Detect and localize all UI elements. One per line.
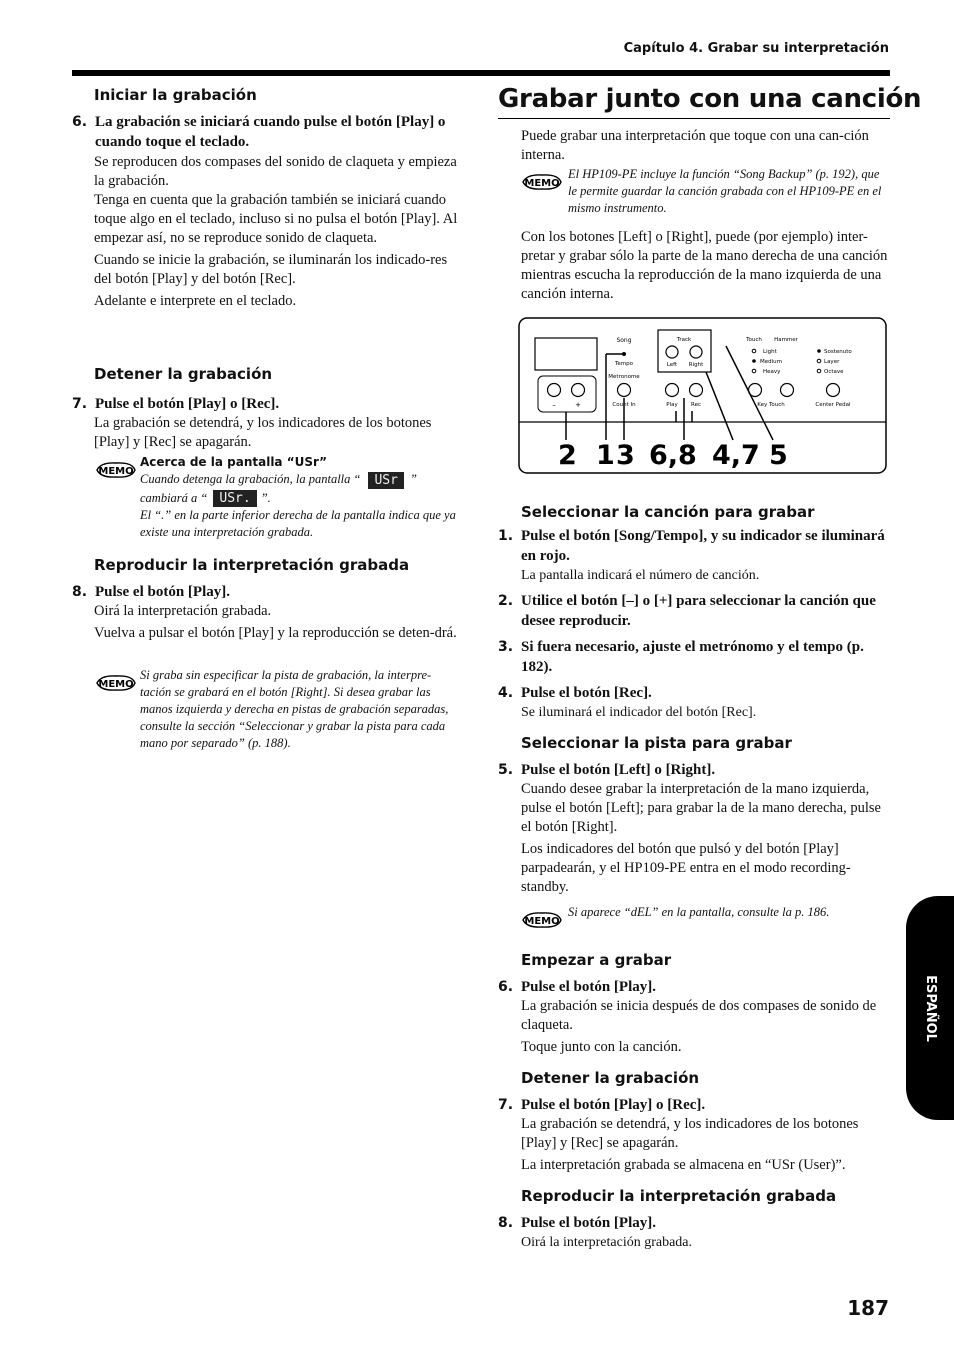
svg-text:Heavy: Heavy xyxy=(763,369,781,375)
memo-title: Acerca de la pantalla “USr” xyxy=(140,455,328,469)
step-text: La grabación se iniciará cuando pulse el botón [Play] o cuando toque el teclado. xyxy=(95,114,446,150)
memo-backup: El HP109-PE incluye la función “Song Backup” (p. 192), que le permite guardar la canción grabada con el HP109-PE en el mismo instrumento. xyxy=(568,167,882,215)
paragraph: Oirá la interpretación grabada. xyxy=(521,1235,693,1250)
memo-text: ” xyxy=(409,472,417,486)
paragraph: Puede grabar una interpretación que toque con una can-ción interna. xyxy=(521,128,869,163)
left-section-stop xyxy=(72,365,464,452)
left-section-play xyxy=(72,556,464,643)
step-text: Pulse el botón [Play]. xyxy=(95,584,230,600)
svg-text:MEMO: MEMO xyxy=(524,178,560,189)
section-heading: Seleccionar la canción para grabar xyxy=(521,503,815,521)
svg-text:2: 2 xyxy=(558,440,577,471)
svg-text:MEMO: MEMO xyxy=(98,466,134,477)
step-number: 7. xyxy=(72,396,88,412)
step-5 xyxy=(498,760,890,780)
svg-text:4,7: 4,7 xyxy=(712,440,760,471)
svg-text:Light: Light xyxy=(763,349,777,355)
step-text: Pulse el botón [Song/Tempo], y su indicador se iluminará en rojo. xyxy=(521,528,885,564)
paragraph: Oirá la interpretación grabada. xyxy=(94,603,272,619)
paragraph: La grabación se inicia después de dos compases de sonido de claqueta. xyxy=(521,998,877,1033)
step-8 xyxy=(72,582,464,602)
step-text: Pulse el botón [Rec]. xyxy=(521,685,652,701)
svg-text:Layer: Layer xyxy=(824,359,840,365)
svg-text:–: – xyxy=(552,401,556,409)
step-text: Pulse el botón [Left] o [Right]. xyxy=(521,762,716,778)
step-number: 7. xyxy=(498,1097,514,1113)
step-text: Pulse el botón [Play]. xyxy=(521,979,656,995)
step-1 xyxy=(498,526,890,566)
paragraph: Vuelva a pulsar el botón [Play] y la reproducción se deten-drá. xyxy=(94,625,457,641)
paragraph: La grabación se detendrá, y los indicadores de los botones [Play] y [Rec] se apagarán. xyxy=(94,415,432,450)
svg-text:Sostenuto: Sostenuto xyxy=(824,349,852,355)
page-number: 187 xyxy=(847,1296,889,1320)
section-heading: Empezar a grabar xyxy=(521,951,672,969)
svg-text:Key Touch: Key Touch xyxy=(757,402,785,408)
step-8 xyxy=(498,1213,890,1233)
step-number: 1. xyxy=(498,528,514,544)
svg-text:Count In: Count In xyxy=(612,402,636,408)
right-steps xyxy=(498,503,890,897)
svg-text:3: 3 xyxy=(616,440,635,471)
svg-text:Track: Track xyxy=(676,337,692,343)
lcd-display: USr xyxy=(368,472,403,489)
svg-text:Hammer: Hammer xyxy=(774,337,798,343)
memo-usr xyxy=(140,454,460,541)
paragraph: Adelante e interprete en el teclado. xyxy=(94,293,297,309)
section-heading: Iniciar la grabación xyxy=(94,86,257,104)
step-6 xyxy=(72,112,464,152)
memo-track: Si graba sin especificar la pista de grabación, la interpre-tación se grabará en el botón [Right]. Si desea grabar las manos izquierda y derecha en pistas de grabación separadas, consulte la sección “Seleccionar y grabar la pista para cada mano por separado” (p. 188). xyxy=(140,668,449,750)
step-7 xyxy=(72,394,464,414)
step-text: Si fuera necesario, ajuste el metrónomo y el tempo (p. 182). xyxy=(521,639,864,675)
paragraph: La pantalla indicará el número de canción. xyxy=(521,568,760,583)
panel-diagram xyxy=(518,316,888,476)
svg-text:Octave: Octave xyxy=(824,369,844,375)
step-number: 6. xyxy=(72,114,88,130)
paragraph: La grabación se detendrá, y los indicadores de los botones [Play] y [Rec] se apagarán. xyxy=(521,1116,859,1151)
svg-text:Song: Song xyxy=(616,337,632,344)
memo-icon xyxy=(522,911,562,929)
display-window xyxy=(535,338,597,370)
memo-text: El “.” en la parte inferior derecha de la pantalla indica que ya existe una interpretación grabada. xyxy=(140,508,456,540)
header-rule xyxy=(72,70,890,76)
paragraph: Toque junto con la canción. xyxy=(521,1039,682,1055)
memo-icon xyxy=(96,461,136,479)
svg-text:1: 1 xyxy=(596,440,615,471)
svg-text:6,8: 6,8 xyxy=(649,440,697,471)
step-3 xyxy=(498,637,890,677)
svg-text:Medium: Medium xyxy=(760,359,782,365)
paragraph: Con los botones [Left] o [Right], puede (por ejemplo) inter-pretar y grabar sólo la parte de la mano derecha de una canción mientras escucha la reproducción de la mano izquierda de una canción interna. xyxy=(521,229,888,302)
paragraph: Se reproducen dos compases del sonido de claqueta y empieza la grabación. xyxy=(94,154,457,189)
paragraph: Cuando se inicie la grabación, se iluminarán los indicado-res del botón [Play] y del botón [Rec]. xyxy=(94,252,448,287)
memo-icon xyxy=(96,674,136,692)
svg-text:Center Pedal: Center Pedal xyxy=(815,402,851,408)
step-4 xyxy=(498,683,890,703)
memo-icon xyxy=(522,173,562,191)
step-number: 5. xyxy=(498,762,514,778)
svg-text:MEMO: MEMO xyxy=(524,916,560,927)
step-number: 8. xyxy=(498,1215,514,1231)
svg-text:Tempo: Tempo xyxy=(614,361,634,367)
paragraph: Los indicadores del botón que pulsó y del botón [Play] parpadearán, y el HP109-PE entra en el modo recording-standby. xyxy=(521,841,851,895)
svg-text:+: + xyxy=(575,401,581,409)
step-text: Utilice el botón [–] o [+] para seleccionar la canción que desee reproducir. xyxy=(521,593,876,629)
section-heading: Detener la grabación xyxy=(94,365,273,383)
step-number: 6. xyxy=(498,979,514,995)
lcd-display: USr. xyxy=(213,490,256,507)
step-number: 2. xyxy=(498,593,514,609)
svg-text:5: 5 xyxy=(769,440,788,471)
step-number: 8. xyxy=(72,584,88,600)
title-rule xyxy=(498,118,890,119)
memo-text: cambiará a “ xyxy=(140,490,208,505)
left-column xyxy=(72,86,464,311)
right-steps-2 xyxy=(498,951,890,1252)
svg-text:Left: Left xyxy=(666,362,678,368)
paragraph: Tenga en cuenta que la grabación también se iniciará cuando toque algo en el teclado, incluso si no pulsa el botón [Play]. Al empezar así, no se reproduce sonido de claqueta. xyxy=(94,192,458,246)
chapter-header: Capítulo 4. Grabar su interpretación xyxy=(623,41,889,56)
paragraph: Se iluminará el indicador del botón [Rec]. xyxy=(521,705,757,720)
svg-text:Metronome: Metronome xyxy=(608,374,640,380)
paragraph: La interpretación grabada se almacena en “USr (User)”. xyxy=(521,1157,846,1173)
section-heading: Detener la grabación xyxy=(521,1069,700,1087)
section-heading: Reproducir la interpretación grabada xyxy=(94,556,410,574)
step-text: Pulse el botón [Play] o [Rec]. xyxy=(521,1097,706,1113)
memo-text: Cuando detenga la grabación, la pantalla “ xyxy=(140,472,361,486)
page-title: Grabar junto con una canción xyxy=(498,84,922,114)
language-tab xyxy=(906,896,954,1120)
memo-del: Si aparece “dEL” en la pantalla, consulte la p. 186. xyxy=(568,905,830,919)
memo-text: ”. xyxy=(260,490,271,505)
step-2 xyxy=(498,591,890,631)
paragraph: Cuando desee grabar la interpretación de la mano izquierda, pulse el botón [Left]; para grabar la de la mano derecha, pulse el botón [Right]. xyxy=(521,781,881,835)
svg-text:Touch: Touch xyxy=(746,337,762,343)
section-heading: Reproducir la interpretación grabada xyxy=(521,1187,837,1205)
svg-text:Right: Right xyxy=(688,362,704,368)
svg-text:Play: Play xyxy=(666,402,678,408)
step-6 xyxy=(498,977,890,997)
svg-text:Rec: Rec xyxy=(691,402,701,408)
step-number: 4. xyxy=(498,685,514,701)
section-heading: Seleccionar la pista para grabar xyxy=(521,734,792,752)
step-text: Pulse el botón [Play] o [Rec]. xyxy=(95,396,280,412)
language-tab-label: ESPAÑOL xyxy=(922,974,938,1042)
step-7 xyxy=(498,1095,890,1115)
step-number: 3. xyxy=(498,639,514,655)
svg-text:MEMO: MEMO xyxy=(98,679,134,690)
step-text: Pulse el botón [Play]. xyxy=(521,1215,656,1231)
